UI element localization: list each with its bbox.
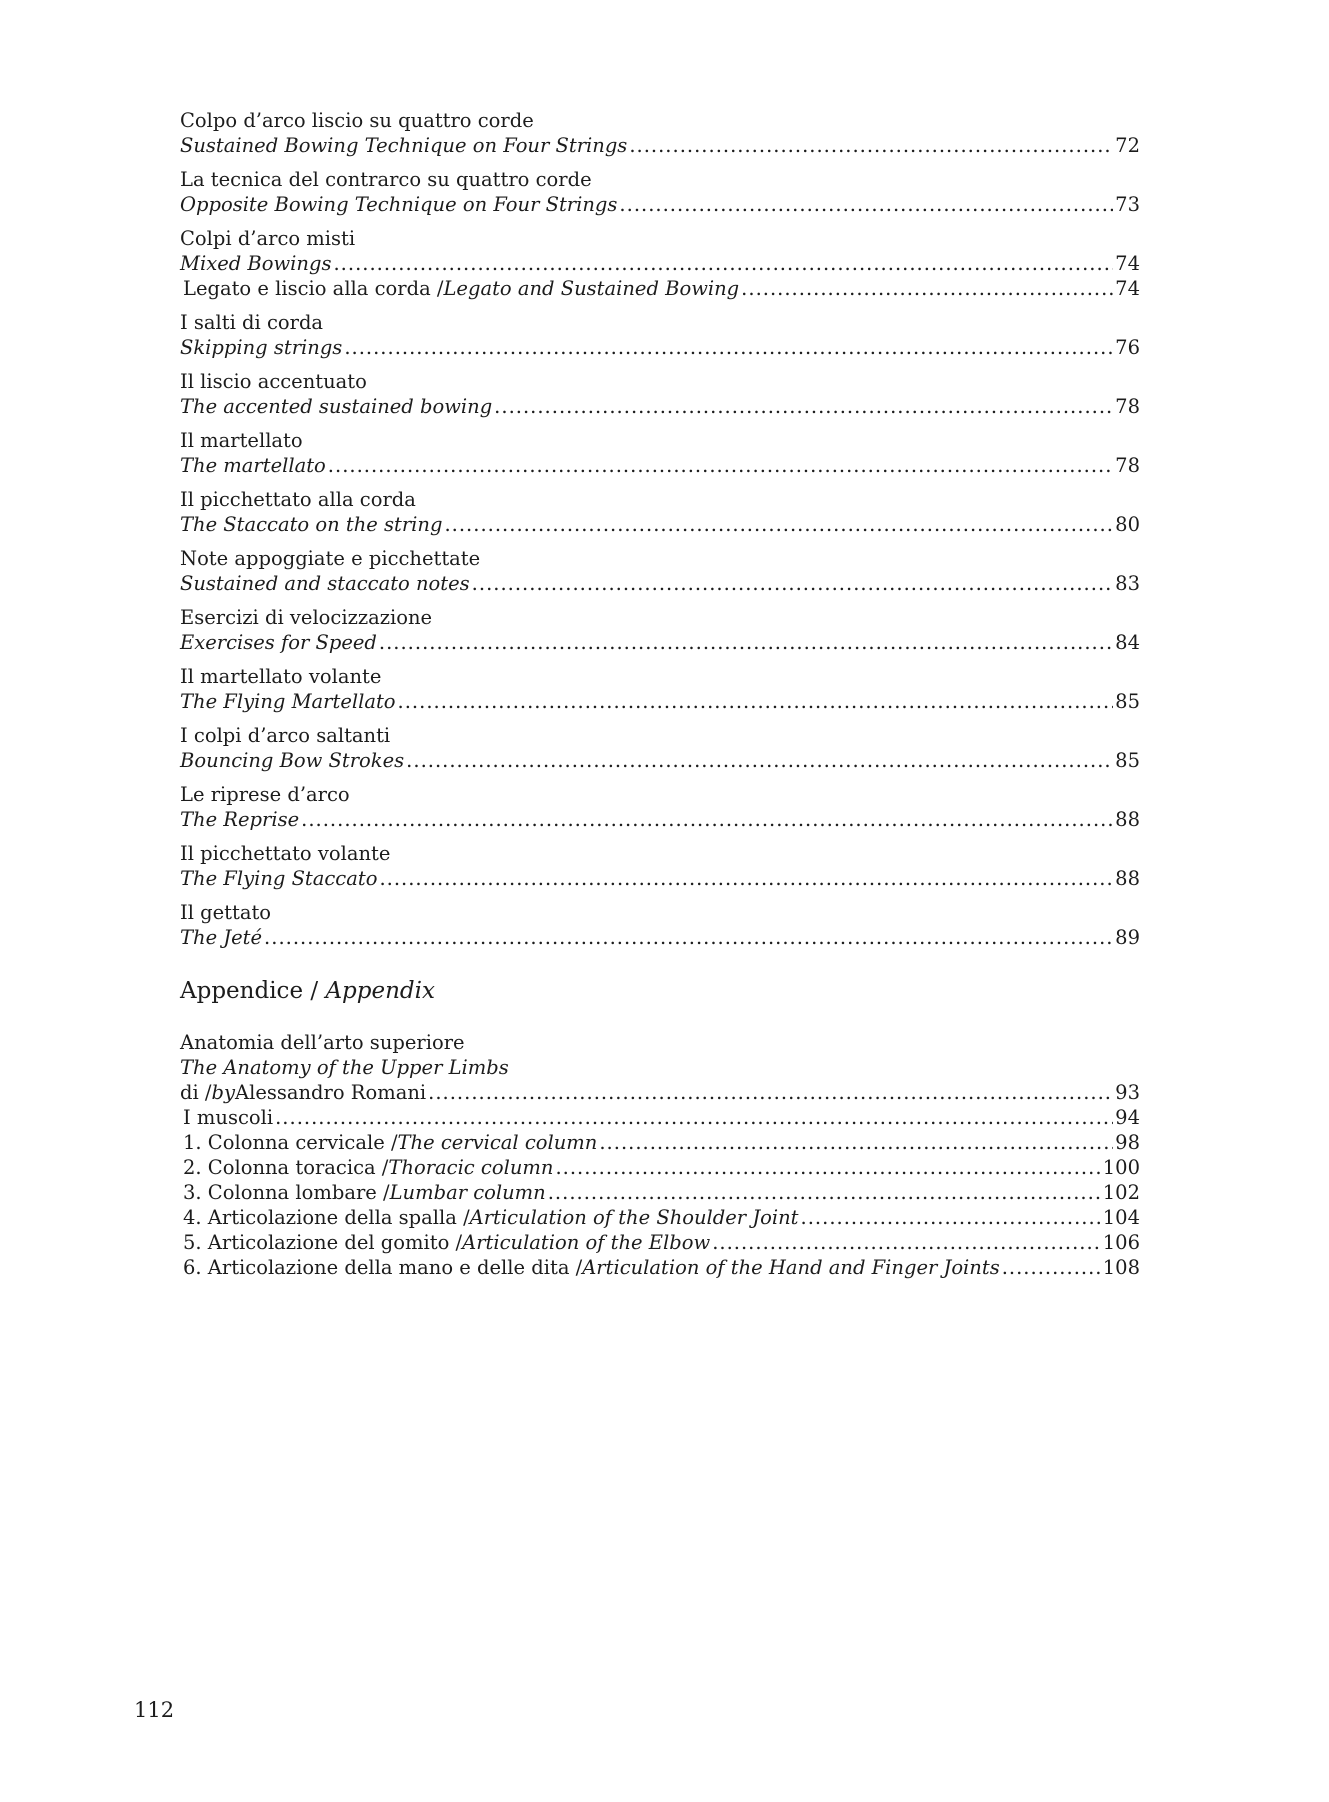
appendix-item[interactable]: [180, 1130, 1140, 1155]
toc-entry: [180, 546, 1140, 596]
toc-entry-page-number: 80: [1115, 513, 1140, 536]
author-name: Alessandro Romani: [235, 1081, 427, 1104]
appendix-item-english: The cervical column: [397, 1131, 598, 1154]
toc-entry: [180, 167, 1140, 217]
toc-entry-english-line[interactable]: [180, 925, 1140, 950]
toc-entry-italian-title: Il liscio accentuato: [180, 370, 367, 393]
toc-subentry-english-title: Legato and Sustained Bowing: [443, 277, 740, 300]
muscles-line[interactable]: [180, 1105, 1140, 1130]
appendix-item-page-number: 100: [1102, 1156, 1140, 1179]
appendix-item[interactable]: [180, 1180, 1140, 1205]
toc-entry-italian-title: Esercizi di velocizzazione: [180, 606, 433, 629]
toc-entry-english-line[interactable]: [180, 807, 1140, 832]
toc-entry-page-number: 83: [1115, 572, 1140, 595]
dot-leader: [801, 1205, 1101, 1230]
toc-entry-english-title: The martellato: [180, 454, 326, 477]
toc-entry-page-number: 78: [1115, 454, 1140, 477]
toc-entry: [180, 900, 1140, 950]
appendix-heading-italian: Appendice /: [180, 978, 326, 1004]
toc-entry-page-number: 84: [1115, 631, 1140, 654]
toc-entry-italian-title: Note appoggiate e picchettate: [180, 547, 481, 570]
author-prefix-italian: di /: [180, 1081, 212, 1104]
dot-leader: [275, 1105, 1113, 1130]
toc-entry-english-title: The Jeté: [180, 926, 263, 949]
toc-entry-english-line[interactable]: [180, 394, 1140, 419]
dot-leader: [629, 133, 1113, 158]
anatomy-italian-title: Anatomia dell’arto superiore: [180, 1031, 465, 1054]
page-number: 112: [134, 1698, 175, 1722]
author-line[interactable]: [180, 1080, 1140, 1105]
dot-leader: [599, 1130, 1113, 1155]
toc-entry-page-number: 72: [1115, 134, 1140, 157]
toc-entry-english-title: The Flying Staccato: [180, 867, 378, 890]
toc-entry-english-line[interactable]: [180, 192, 1140, 217]
toc-entry-italian-title: Le riprese d’arco: [180, 783, 350, 806]
toc-entry: [180, 664, 1140, 714]
dot-leader: [741, 276, 1113, 301]
appendix-item[interactable]: [180, 1230, 1140, 1255]
dot-leader: [494, 394, 1113, 419]
appendix-item-italian: 2. Colonna toracica /: [183, 1156, 389, 1179]
appendix-contents: [180, 1030, 1140, 1280]
appendix-item-page-number: 98: [1115, 1131, 1140, 1154]
toc-subentry-italian-title: Legato e liscio alla corda /: [183, 277, 444, 300]
toc-entry-page-number: 89: [1115, 926, 1140, 949]
toc-entry-english-title: Sustained Bowing Technique on Four Strings: [180, 134, 628, 157]
dot-leader: [472, 571, 1114, 596]
toc-entry-italian-title: I salti di corda: [180, 311, 324, 334]
toc-entry-english-title: Skipping strings: [180, 336, 343, 359]
toc-entry-english-line[interactable]: [180, 251, 1140, 276]
muscles-page-number: 94: [1115, 1106, 1140, 1129]
toc-entry-english-line[interactable]: [180, 571, 1140, 596]
toc-entry-italian-title: Colpo d’arco liscio su quattro corde: [180, 109, 534, 132]
toc-entry-english-line[interactable]: [180, 133, 1140, 158]
appendix-item-english: Thoracic column: [388, 1156, 554, 1179]
author-prefix-english: by: [211, 1081, 235, 1104]
toc-entry-english-title: Sustained and staccato notes: [180, 572, 470, 595]
toc-entry-page-number: 73: [1115, 193, 1140, 216]
toc-entry-english-line[interactable]: [180, 335, 1140, 360]
appendix-item-english: Articulation of the Hand and Finger Joints: [582, 1256, 1000, 1279]
toc-entry: [180, 428, 1140, 478]
toc-entry: [180, 723, 1140, 773]
toc-entry-english-title: Opposite Bowing Technique on Four Strings: [180, 193, 618, 216]
appendix-heading-english: Appendix: [325, 978, 435, 1004]
toc-entry-page-number: 88: [1115, 867, 1140, 890]
table-of-contents: [180, 108, 1140, 959]
toc-entry-english-line[interactable]: [180, 866, 1140, 891]
appendix-item-italian: 3. Colonna lombare /: [183, 1181, 390, 1204]
toc-entry-italian-title: Il picchettato volante: [180, 842, 391, 865]
toc-entry: [180, 310, 1140, 360]
toc-entry-english-line[interactable]: [180, 630, 1140, 655]
appendix-heading: [180, 978, 435, 1004]
dot-leader: [555, 1155, 1100, 1180]
toc-entry-english-line[interactable]: [180, 453, 1140, 478]
toc-entry-english-title: The Flying Martellato: [180, 690, 396, 713]
toc-entry-italian-title: I colpi d’arco saltanti: [180, 724, 391, 747]
dot-leader: [548, 1180, 1101, 1205]
toc-entry-english-title: The Reprise: [180, 808, 300, 831]
appendix-item-page-number: 104: [1102, 1206, 1140, 1229]
toc-entry-english-line[interactable]: [180, 689, 1140, 714]
dot-leader: [301, 807, 1113, 832]
muscles-label: I muscoli: [183, 1106, 274, 1129]
appendix-item-page-number: 106: [1102, 1231, 1140, 1254]
toc-entry-page-number: 85: [1115, 749, 1140, 772]
toc-entry-english-line[interactable]: [180, 512, 1140, 537]
dot-leader: [264, 925, 1113, 950]
toc-entry-page-number: 88: [1115, 808, 1140, 831]
dot-leader: [344, 335, 1113, 360]
toc-entry-english-title: Exercises for Speed: [180, 631, 377, 654]
toc-subentry-line[interactable]: [180, 276, 1140, 301]
toc-entry-english-title: Bouncing Bow Strokes: [180, 749, 405, 772]
appendix-item-english: Lumbar column: [389, 1181, 546, 1204]
toc-entry: [180, 369, 1140, 419]
toc-entry-english-title: The Staccato on the string: [180, 513, 443, 536]
dot-leader: [328, 453, 1113, 478]
dot-leader: [379, 630, 1113, 655]
toc-entry-english-title: The accented sustained bowing: [180, 395, 493, 418]
toc-entry: [180, 108, 1140, 158]
dot-leader: [379, 866, 1113, 891]
appendix-item-italian: 1. Colonna cervicale /: [183, 1131, 398, 1154]
appendix-item[interactable]: [180, 1255, 1140, 1280]
toc-entry: [180, 487, 1140, 537]
toc-entry-italian-title: Il martellato volante: [180, 665, 382, 688]
toc-entry-italian-title: Il gettato: [180, 901, 272, 924]
toc-entry-italian-title: La tecnica del contrarco su quattro corde: [180, 168, 592, 191]
appendix-item-italian: 6. Articolazione della mano e delle dita /: [183, 1256, 583, 1279]
dot-leader: [1002, 1255, 1101, 1280]
dot-leader: [333, 251, 1113, 276]
toc-subentry-page-number: 74: [1115, 277, 1140, 300]
appendix-item-italian: 5. Articolazione del gomito /: [183, 1231, 463, 1254]
toc-entry-english-line[interactable]: [180, 748, 1140, 773]
anatomy-english-title: The Anatomy of the Upper Limbs: [180, 1056, 509, 1079]
toc-entry-page-number: 76: [1115, 336, 1140, 359]
dot-leader: [428, 1080, 1113, 1105]
appendix-item-page-number: 102: [1102, 1181, 1140, 1204]
toc-entry-page-number: 74: [1115, 252, 1140, 275]
toc-entry-italian-title: Il martellato: [180, 429, 303, 452]
appendix-item-english: Articulation of the Elbow: [462, 1231, 711, 1254]
dot-leader: [444, 512, 1113, 537]
dot-leader: [712, 1230, 1101, 1255]
toc-entry: [180, 605, 1140, 655]
appendix-item-english: Articulation of the Shoulder Joint: [469, 1206, 799, 1229]
toc-entry-page-number: 85: [1115, 690, 1140, 713]
appendix-item-page-number: 108: [1102, 1256, 1140, 1279]
toc-entry-english-title: Mixed Bowings: [180, 252, 332, 275]
toc-entry-italian-title: Colpi d’arco misti: [180, 227, 356, 250]
toc-entry: [180, 841, 1140, 891]
appendix-item[interactable]: [180, 1155, 1140, 1180]
author-page-number: 93: [1115, 1081, 1140, 1104]
toc-entry: [180, 226, 1140, 301]
toc-entry-italian-title: Il picchettato alla corda: [180, 488, 416, 511]
dot-leader: [619, 192, 1113, 217]
dot-leader: [406, 748, 1113, 773]
appendix-item-italian: 4. Articolazione della spalla /: [183, 1206, 470, 1229]
toc-entry-page-number: 78: [1115, 395, 1140, 418]
appendix-item[interactable]: [180, 1205, 1140, 1230]
toc-entry: [180, 782, 1140, 832]
dot-leader: [398, 689, 1114, 714]
